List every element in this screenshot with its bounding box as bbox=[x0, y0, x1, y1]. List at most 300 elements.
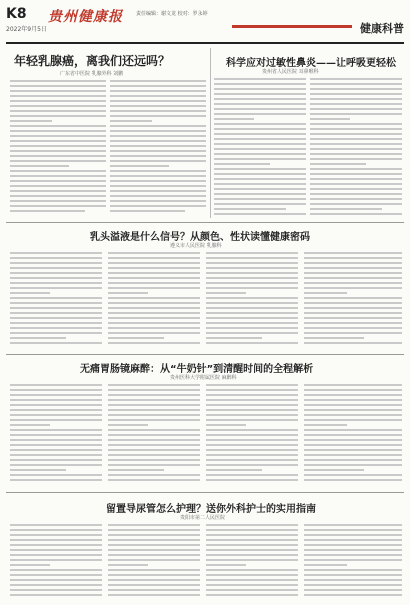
text-line bbox=[206, 539, 298, 541]
text-line bbox=[108, 389, 200, 391]
text-line bbox=[110, 125, 206, 127]
text-line bbox=[108, 277, 200, 279]
text-line bbox=[10, 479, 102, 481]
text-line bbox=[10, 524, 102, 526]
text-line bbox=[304, 332, 402, 334]
text-line bbox=[10, 307, 102, 309]
text-line bbox=[108, 594, 200, 596]
text-line bbox=[206, 307, 298, 309]
text-line bbox=[10, 569, 102, 571]
text-line bbox=[310, 98, 402, 100]
text-line bbox=[10, 464, 102, 466]
text-line bbox=[110, 90, 206, 92]
text-line bbox=[304, 302, 402, 304]
text-line bbox=[214, 123, 306, 125]
text-line bbox=[10, 267, 102, 269]
article-3-title: 乳头溢液是什么信号？从颜色、性状读懂健康密码 bbox=[90, 232, 310, 243]
text-line bbox=[206, 474, 298, 476]
text-line bbox=[310, 113, 402, 115]
text-line bbox=[214, 108, 306, 110]
text-line bbox=[304, 317, 402, 319]
text-line bbox=[10, 95, 106, 97]
text-line bbox=[206, 267, 298, 269]
text-line bbox=[214, 163, 270, 165]
text-line bbox=[304, 424, 347, 426]
text-line bbox=[10, 317, 102, 319]
text-line bbox=[110, 150, 206, 152]
text-line bbox=[110, 205, 206, 207]
text-line bbox=[10, 589, 102, 591]
text-line bbox=[108, 454, 200, 456]
text-line bbox=[310, 163, 366, 165]
text-line bbox=[206, 282, 298, 284]
text-line bbox=[304, 389, 402, 391]
text-line bbox=[304, 252, 402, 254]
text-line bbox=[304, 554, 402, 556]
text-line bbox=[214, 213, 306, 215]
text-line bbox=[10, 85, 106, 87]
text-line bbox=[206, 292, 246, 294]
text-line bbox=[206, 559, 298, 561]
text-line bbox=[10, 135, 106, 137]
text-line bbox=[214, 198, 306, 200]
text-line bbox=[304, 394, 402, 396]
text-line bbox=[110, 210, 185, 212]
section-title: 健康科普 bbox=[360, 22, 404, 35]
section-rule-2 bbox=[6, 354, 404, 355]
text-line bbox=[214, 78, 306, 80]
text-line bbox=[10, 252, 102, 254]
text-line bbox=[214, 173, 306, 175]
text-line bbox=[10, 564, 50, 566]
text-line bbox=[304, 539, 402, 541]
text-line bbox=[206, 322, 298, 324]
text-line bbox=[304, 307, 402, 309]
text-line bbox=[214, 183, 306, 185]
text-line bbox=[206, 459, 298, 461]
text-line bbox=[108, 464, 200, 466]
article-5-byline: 贵阳市第二人民医院 bbox=[180, 515, 226, 521]
text-line bbox=[110, 130, 206, 132]
text-line bbox=[108, 479, 200, 481]
text-line bbox=[10, 332, 102, 334]
text-line bbox=[206, 529, 298, 531]
text-line bbox=[206, 534, 298, 536]
text-line bbox=[310, 168, 402, 170]
text-line bbox=[108, 409, 200, 411]
text-line bbox=[214, 153, 306, 155]
text-line bbox=[310, 143, 402, 145]
editor-line: 责任编辑：谢文龙 校对：罗永婷 bbox=[136, 11, 208, 17]
text-line bbox=[310, 103, 402, 105]
text-line bbox=[10, 115, 106, 117]
text-line bbox=[110, 190, 206, 192]
text-line bbox=[110, 100, 206, 102]
text-line bbox=[10, 444, 102, 446]
text-line bbox=[310, 123, 402, 125]
text-line bbox=[10, 90, 106, 92]
text-line bbox=[304, 579, 402, 581]
text-line bbox=[304, 449, 402, 451]
article-5-body-col-2 bbox=[108, 524, 200, 600]
text-line bbox=[10, 579, 102, 581]
text-line bbox=[10, 529, 102, 531]
text-line bbox=[206, 312, 298, 314]
text-line bbox=[206, 569, 298, 571]
newspaper-name: 贵州健康报 bbox=[48, 9, 123, 25]
text-line bbox=[304, 409, 402, 411]
text-line bbox=[10, 145, 106, 147]
text-line bbox=[206, 584, 298, 586]
text-line bbox=[108, 262, 200, 264]
text-line bbox=[304, 559, 402, 561]
text-line bbox=[108, 257, 200, 259]
text-line bbox=[214, 83, 306, 85]
text-line bbox=[110, 180, 206, 182]
text-line bbox=[108, 267, 200, 269]
text-line bbox=[108, 292, 148, 294]
text-line bbox=[310, 138, 402, 140]
text-line bbox=[10, 554, 102, 556]
text-line bbox=[10, 292, 50, 294]
text-line bbox=[108, 332, 200, 334]
article-5-body-col-3 bbox=[206, 524, 298, 600]
text-line bbox=[304, 322, 402, 324]
text-line bbox=[108, 404, 200, 406]
text-line bbox=[110, 105, 206, 107]
text-line bbox=[10, 312, 102, 314]
text-line bbox=[304, 589, 402, 591]
text-line bbox=[304, 404, 402, 406]
text-line bbox=[310, 183, 402, 185]
text-line bbox=[206, 579, 298, 581]
text-line bbox=[10, 150, 106, 152]
text-line bbox=[10, 140, 106, 142]
text-line bbox=[10, 262, 102, 264]
article-2-body-col-1 bbox=[214, 78, 306, 218]
text-line bbox=[110, 120, 152, 122]
text-line bbox=[108, 394, 200, 396]
text-line bbox=[108, 317, 200, 319]
article-3-body-col-2 bbox=[108, 252, 200, 350]
text-line bbox=[10, 327, 102, 329]
text-line bbox=[310, 83, 402, 85]
text-line bbox=[214, 143, 306, 145]
text-line bbox=[206, 337, 262, 339]
text-line bbox=[214, 158, 306, 160]
text-line bbox=[110, 140, 206, 142]
article-2-body-col-2 bbox=[310, 78, 402, 218]
article-4-byline: 贵州医科大学附属医院 麻醉科 bbox=[170, 375, 237, 381]
text-line bbox=[206, 297, 298, 299]
text-line bbox=[108, 434, 200, 436]
text-line bbox=[206, 409, 298, 411]
text-line bbox=[214, 168, 306, 170]
text-line bbox=[304, 414, 402, 416]
text-line bbox=[10, 130, 106, 132]
text-line bbox=[310, 208, 382, 210]
text-line bbox=[10, 474, 102, 476]
text-line bbox=[10, 257, 102, 259]
text-line bbox=[10, 277, 102, 279]
text-line bbox=[206, 554, 298, 556]
text-line bbox=[206, 429, 298, 431]
text-line bbox=[206, 317, 298, 319]
article-1-body-col-1 bbox=[10, 80, 106, 218]
article-2-byline: 贵州省人民医院 耳鼻喉科 bbox=[262, 69, 319, 75]
text-line bbox=[304, 292, 347, 294]
article-1-byline: 广东省中医院 乳腺外科 刘鹏 bbox=[60, 71, 124, 77]
text-line bbox=[310, 158, 402, 160]
text-line bbox=[310, 93, 402, 95]
text-line bbox=[304, 444, 402, 446]
text-line bbox=[310, 108, 402, 110]
text-line bbox=[214, 113, 306, 115]
text-line bbox=[10, 434, 102, 436]
text-line bbox=[108, 564, 148, 566]
text-line bbox=[10, 210, 85, 212]
text-line bbox=[10, 454, 102, 456]
article-3-body-col-4 bbox=[304, 252, 402, 350]
text-line bbox=[108, 337, 164, 339]
text-line bbox=[206, 257, 298, 259]
text-line bbox=[214, 88, 306, 90]
text-line bbox=[304, 564, 347, 566]
text-line bbox=[206, 564, 246, 566]
text-line bbox=[108, 414, 200, 416]
text-line bbox=[214, 148, 306, 150]
text-line bbox=[304, 454, 402, 456]
text-line bbox=[206, 449, 298, 451]
text-line bbox=[110, 85, 206, 87]
text-line bbox=[310, 118, 350, 120]
text-line bbox=[206, 394, 298, 396]
text-line bbox=[108, 569, 200, 571]
text-line bbox=[214, 93, 306, 95]
text-line bbox=[108, 439, 200, 441]
article-4-body-col-1 bbox=[10, 384, 102, 488]
article-1-title: 年轻乳腺癌，离我们还远吗？ bbox=[14, 54, 171, 68]
text-line bbox=[108, 424, 148, 426]
section-rule-3 bbox=[6, 492, 404, 493]
text-line bbox=[108, 459, 200, 461]
text-line bbox=[10, 424, 50, 426]
text-line bbox=[304, 297, 402, 299]
text-line bbox=[304, 399, 402, 401]
text-line bbox=[10, 205, 106, 207]
issue-date: 2022年9月5日 bbox=[6, 26, 47, 33]
text-line bbox=[310, 178, 402, 180]
text-line bbox=[108, 384, 200, 386]
text-line bbox=[10, 539, 102, 541]
text-line bbox=[310, 198, 402, 200]
text-line bbox=[304, 584, 402, 586]
text-line bbox=[214, 128, 306, 130]
text-line bbox=[108, 574, 200, 576]
text-line bbox=[10, 337, 66, 339]
text-line bbox=[214, 203, 306, 205]
article-5-body-col-4 bbox=[304, 524, 402, 600]
text-line bbox=[10, 544, 102, 546]
text-line bbox=[108, 549, 200, 551]
text-line bbox=[10, 175, 106, 177]
text-line bbox=[10, 409, 102, 411]
article-4-title: 无痛胃肠镜麻醉：从“牛奶针”到清醒时间的全程解析 bbox=[80, 364, 314, 375]
text-line bbox=[108, 584, 200, 586]
text-line bbox=[206, 252, 298, 254]
text-line bbox=[110, 160, 206, 162]
text-line bbox=[108, 252, 200, 254]
text-line bbox=[206, 277, 298, 279]
text-line bbox=[304, 267, 402, 269]
text-line bbox=[108, 449, 200, 451]
text-line bbox=[10, 414, 102, 416]
text-line bbox=[304, 282, 402, 284]
article-4-body-col-2 bbox=[108, 384, 200, 488]
text-line bbox=[10, 160, 106, 162]
text-line bbox=[304, 474, 402, 476]
text-line bbox=[110, 155, 206, 157]
text-line bbox=[10, 394, 102, 396]
text-line bbox=[206, 389, 298, 391]
text-line bbox=[214, 193, 306, 195]
text-line bbox=[110, 165, 169, 167]
text-line bbox=[304, 384, 402, 386]
text-line bbox=[206, 272, 298, 274]
text-line bbox=[304, 574, 402, 576]
text-line bbox=[206, 434, 298, 436]
text-line bbox=[10, 200, 106, 202]
text-line bbox=[304, 434, 402, 436]
text-line bbox=[206, 544, 298, 546]
page-header bbox=[6, 4, 404, 44]
text-line bbox=[304, 469, 364, 471]
text-line bbox=[304, 594, 402, 596]
text-line bbox=[304, 277, 402, 279]
text-line bbox=[10, 459, 102, 461]
text-line bbox=[10, 190, 106, 192]
article-5-body-col-1 bbox=[10, 524, 102, 600]
text-line bbox=[214, 138, 306, 140]
text-line bbox=[304, 287, 402, 289]
text-line bbox=[10, 185, 106, 187]
text-line bbox=[10, 297, 102, 299]
article-3-byline: 遵义市人民医院 乳腺科 bbox=[170, 243, 222, 249]
text-line bbox=[10, 534, 102, 536]
article-5-title: 留置导尿管怎么护理？送你外科护士的实用指南 bbox=[106, 504, 316, 515]
text-line bbox=[206, 262, 298, 264]
text-line bbox=[10, 399, 102, 401]
text-line bbox=[108, 469, 164, 471]
section-rule-1 bbox=[6, 222, 404, 223]
text-line bbox=[110, 185, 206, 187]
text-line bbox=[214, 208, 286, 210]
text-line bbox=[214, 178, 306, 180]
text-line bbox=[108, 419, 200, 421]
text-line bbox=[10, 80, 106, 82]
text-line bbox=[206, 549, 298, 551]
text-line bbox=[10, 322, 102, 324]
text-line bbox=[110, 135, 206, 137]
text-line bbox=[108, 322, 200, 324]
text-line bbox=[304, 272, 402, 274]
header-accent-bar bbox=[232, 25, 352, 28]
text-line bbox=[108, 544, 200, 546]
text-line bbox=[108, 524, 200, 526]
text-line bbox=[206, 479, 298, 481]
text-line bbox=[108, 559, 200, 561]
text-line bbox=[214, 133, 306, 135]
text-line bbox=[108, 429, 200, 431]
text-line bbox=[10, 165, 69, 167]
text-line bbox=[10, 404, 102, 406]
text-line bbox=[304, 464, 402, 466]
text-line bbox=[304, 534, 402, 536]
text-line bbox=[304, 549, 402, 551]
text-line bbox=[10, 549, 102, 551]
text-line bbox=[206, 332, 298, 334]
text-line bbox=[108, 474, 200, 476]
text-line bbox=[10, 287, 102, 289]
text-line bbox=[10, 170, 106, 172]
text-line bbox=[110, 170, 206, 172]
text-line bbox=[304, 529, 402, 531]
text-line bbox=[304, 459, 402, 461]
text-line bbox=[206, 302, 298, 304]
text-line bbox=[10, 419, 102, 421]
text-line bbox=[108, 529, 200, 531]
text-line bbox=[10, 155, 106, 157]
text-line bbox=[10, 105, 106, 107]
text-line bbox=[110, 175, 206, 177]
text-line bbox=[10, 100, 106, 102]
article-3-body-col-1 bbox=[10, 252, 102, 350]
text-line bbox=[10, 559, 102, 561]
text-line bbox=[110, 115, 206, 117]
text-line bbox=[10, 120, 52, 122]
text-line bbox=[206, 419, 298, 421]
text-line bbox=[304, 429, 402, 431]
text-line bbox=[10, 594, 102, 596]
text-line bbox=[304, 524, 402, 526]
text-line bbox=[110, 195, 206, 197]
text-line bbox=[108, 272, 200, 274]
text-line bbox=[206, 469, 262, 471]
text-line bbox=[310, 128, 402, 130]
text-line bbox=[214, 188, 306, 190]
text-line bbox=[310, 133, 402, 135]
text-line bbox=[304, 342, 402, 344]
text-line bbox=[108, 287, 200, 289]
text-line bbox=[110, 95, 206, 97]
text-line bbox=[304, 257, 402, 259]
text-line bbox=[206, 444, 298, 446]
text-line bbox=[206, 414, 298, 416]
text-line bbox=[110, 110, 206, 112]
text-line bbox=[304, 419, 402, 421]
text-line bbox=[10, 429, 102, 431]
page-number: K8 bbox=[6, 6, 27, 22]
text-line bbox=[108, 444, 200, 446]
article-4-body-col-4 bbox=[304, 384, 402, 488]
text-line bbox=[206, 342, 298, 344]
text-line bbox=[108, 297, 200, 299]
text-line bbox=[10, 389, 102, 391]
text-line bbox=[110, 200, 206, 202]
text-line bbox=[206, 399, 298, 401]
article-3-body-col-3 bbox=[206, 252, 298, 350]
text-line bbox=[10, 110, 106, 112]
